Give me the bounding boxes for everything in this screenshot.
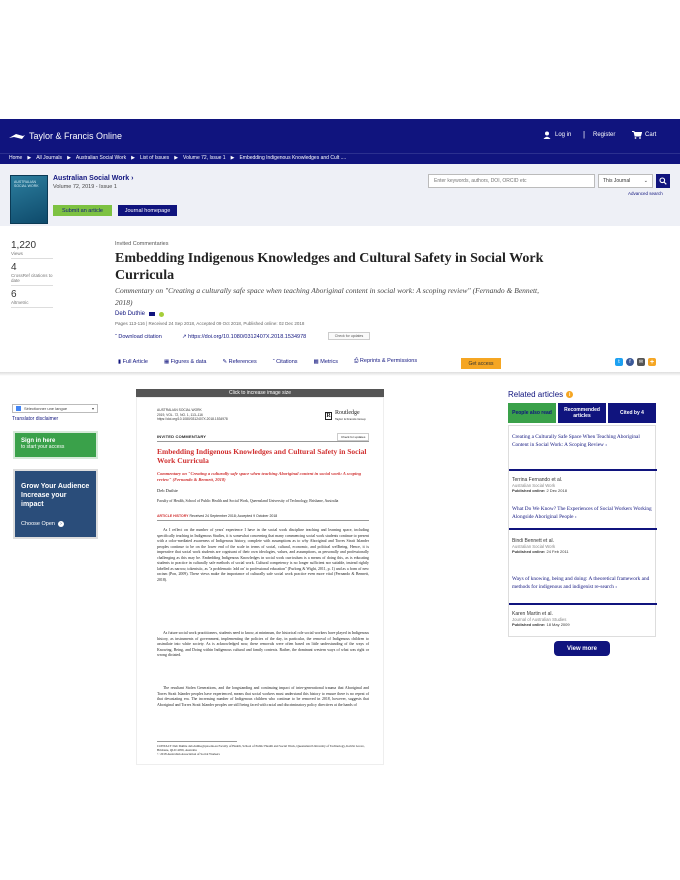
quote-icon: “ bbox=[272, 358, 275, 365]
related-article-link[interactable] bbox=[512, 506, 652, 521]
info-icon[interactable]: i bbox=[566, 391, 573, 398]
get-access-button[interactable]: Get access bbox=[461, 358, 501, 369]
tf-logo-icon bbox=[8, 132, 26, 141]
metric-label: Altmetric bbox=[11, 300, 29, 305]
email-icon[interactable] bbox=[149, 312, 155, 317]
divider bbox=[11, 285, 53, 286]
divider bbox=[157, 520, 369, 521]
breadcrumb-arrow-icon: ▶ bbox=[67, 155, 71, 161]
date-label: Published online: bbox=[512, 622, 546, 627]
preview-subtitle: Commentary on "Creating a culturally safe space when teaching Aboriginal content in social work: A scoping review" (Fernando & Bennett, 2018) bbox=[157, 471, 362, 482]
breadcrumb-arrow-icon: ▶ bbox=[174, 155, 179, 161]
date-value: 2 Dec 2018 bbox=[546, 488, 567, 493]
article-first-page-preview[interactable] bbox=[136, 397, 384, 765]
tab-label: Citations bbox=[276, 358, 298, 365]
promo-line-1: Grow Your Audience bbox=[21, 483, 90, 490]
journal-cover-text: AUSTRALIAN SOCIAL WORK bbox=[14, 180, 39, 188]
user-icon bbox=[543, 131, 551, 139]
tab-label: Metrics bbox=[320, 358, 338, 365]
related-date bbox=[512, 488, 567, 493]
login-link[interactable] bbox=[543, 131, 571, 139]
breadcrumb-journal[interactable]: Australian Social Work bbox=[75, 155, 127, 161]
tab-label: Full Article bbox=[122, 358, 148, 365]
email-share-icon[interactable]: ✉ bbox=[638, 359, 644, 365]
enlarge-preview-bar[interactable]: Click to increase image size bbox=[136, 389, 384, 397]
chevron-right-icon: › bbox=[615, 583, 618, 590]
tab-full-article[interactable] bbox=[118, 359, 148, 365]
choose-open-cta[interactable] bbox=[21, 521, 90, 527]
pencil-icon: ✎ bbox=[222, 358, 228, 365]
preview-title: Embedding Indigenous Knowledges and Cultural Safety in Social Work Curricula bbox=[157, 447, 367, 465]
register-link[interactable]: Register bbox=[593, 132, 616, 138]
breadcrumb-current: Embedding Indigenous Knowledges and Cult .... bbox=[239, 155, 347, 161]
list-item bbox=[512, 576, 652, 627]
related-journal: Australian Social Work bbox=[512, 544, 556, 549]
related-article-link[interactable] bbox=[512, 434, 652, 449]
journal-homepage-button[interactable]: Journal homepage bbox=[118, 205, 177, 216]
metric-label: CrossRef citations to date bbox=[11, 273, 53, 283]
related-article-title: Creating a Culturally Safe Space When Teaching Aboriginal Content in Social Work: A Scoping Review bbox=[512, 434, 640, 448]
article-title: Embedding Indigenous Knowledges and Cultural Safety in Social Work Curricula bbox=[115, 251, 544, 283]
preview-history-value: Received 24 September 2018; Accepted 9 October 2018 bbox=[189, 514, 278, 518]
article-history: Pages 113-116 | Received 24 Sep 2018, Accepted 09 Oct 2018, Published online: 02 Dec 2018 bbox=[115, 321, 305, 326]
related-tabs bbox=[508, 403, 656, 423]
metric-views bbox=[11, 240, 53, 259]
search-scope-value: This Journal bbox=[603, 178, 631, 184]
metric-label: Views bbox=[11, 251, 23, 256]
article-type: Invited Commentaries bbox=[115, 241, 169, 247]
search-icon bbox=[659, 177, 667, 185]
cart-link[interactable] bbox=[632, 131, 656, 139]
doi-link[interactable] bbox=[182, 334, 306, 340]
twitter-icon[interactable]: t bbox=[615, 358, 623, 366]
plus-icon[interactable]: + bbox=[649, 358, 655, 366]
tab-cited-by[interactable]: Cited by 4 bbox=[608, 403, 656, 423]
signin-subtitle: to start your access bbox=[21, 444, 65, 450]
cta-label: Choose Open bbox=[21, 521, 55, 527]
preview-meta-line: https://doi.org/10.1080/0312407X.2018.1534978 bbox=[157, 417, 228, 421]
breadcrumb-arrow-icon: ▶ bbox=[131, 155, 135, 161]
preview-body-paragraph: As future social work practitioners, students need to know, at minimum, the historical role social workers have played in Indigenous history, as instruments of government, implementing the policies of the day, in particular, the removal of Indigenous children to assimilate into white society. As is acknowledged now, these removals were often based on little understanding of the ways of Knowing, Being, and Doing within Indigenous cultural and family contexts. Rather, the dominant western ways of what was right or wrong dictated. bbox=[157, 631, 369, 658]
breadcrumb-home[interactable]: Home bbox=[9, 155, 23, 161]
divider bbox=[157, 741, 237, 742]
share-buttons bbox=[615, 358, 656, 366]
preview-footer bbox=[157, 744, 369, 757]
language-label: Sélectionner une langue bbox=[24, 406, 68, 411]
divider bbox=[0, 372, 680, 376]
quote-icon: “ bbox=[115, 334, 117, 340]
crossmark-badge[interactable]: Check for updates bbox=[328, 332, 370, 340]
journal-volume[interactable]: Volume 72, 2019 - Issue 1 bbox=[53, 184, 117, 190]
chevron-down-icon: ⌄ bbox=[643, 178, 648, 184]
chevron-right-icon: › bbox=[131, 175, 134, 182]
document-icon: ▮ bbox=[118, 358, 122, 365]
preview-crossmark: Check for updates bbox=[337, 433, 369, 441]
breadcrumb-arrow-icon: ▶ bbox=[27, 155, 32, 161]
chevron-down-icon: ▾ bbox=[91, 406, 94, 411]
related-date bbox=[512, 622, 570, 627]
metric-value: 6 bbox=[11, 289, 17, 300]
google-translate-icon bbox=[16, 406, 21, 411]
divider bbox=[509, 603, 657, 605]
journal-title-link[interactable] bbox=[53, 175, 133, 182]
bar-chart-icon: ▩ bbox=[313, 358, 319, 365]
tab-figures[interactable] bbox=[164, 359, 207, 365]
author-name: Deb Duthie bbox=[115, 311, 146, 317]
related-article-link[interactable] bbox=[512, 576, 652, 591]
related-journal: Australian Social Work bbox=[512, 483, 556, 488]
cart-icon bbox=[632, 131, 642, 139]
preview-affiliation: Faculty of Health, School of Public Health and Social Work, Queensland University of Technology, Brisbane, Australia bbox=[157, 499, 339, 503]
related-title: Related articles bbox=[508, 390, 564, 399]
open-access-promo[interactable] bbox=[13, 469, 98, 539]
publisher-logo bbox=[325, 410, 366, 422]
image-icon: ▦ bbox=[163, 358, 170, 365]
metric-citations[interactable] bbox=[11, 262, 53, 286]
related-authors: Karen Martin et al. bbox=[512, 611, 553, 617]
preview-body-paragraph: As I reflect on the number of years' experience I have in the social work discipline teaching and learning space, including specifically teaching in Indigenous Studies, it is somewhat concerning that many commencing social work students continue to present with a color-mediated awareness of Indigenous history, complete with assumptions as to why Aboriginal and Torres Strait Islander peoples continue to be on the lower end of the scale in terms of social, cultural, economic, and political wellbeing. Hence, it is imperative that social work students are cognisant of their own ideologies, values, and assumptions, as personally and professionally challenging as this may be. Embedding Indigenous Knowledges in social work curriculum is a means of doing this, as is educating students to practice in culturally safe methods of social work. Cultural competency is no longer sufficient nor suitable, instead rightly labelled as narrow, tokenistic, as "a problematic 'add on' to professional education" (Furlong & Wight, 2011, p. 1) and as a form of new racism (Pon, 2009). These views make the importance of culturally safe social work practice even more vital (Fernando & Bennett, 2018). bbox=[157, 528, 369, 582]
tab-reprints[interactable] bbox=[354, 358, 417, 365]
chevron-right-icon: › bbox=[574, 513, 577, 520]
preview-article-type: INVITED COMMENTARY bbox=[157, 434, 207, 439]
publisher-sub: Taylor & Francis Group bbox=[335, 417, 366, 421]
preview-author: Deb Duthie bbox=[157, 488, 178, 493]
related-journal: Journal of Australian Studies bbox=[512, 617, 567, 622]
brand-name: Taylor & Francis Online bbox=[29, 131, 123, 141]
arrow-right-icon: › bbox=[58, 521, 64, 527]
divider bbox=[509, 528, 657, 530]
date-value: 24 Feb 2011 bbox=[546, 549, 569, 554]
preview-history-label: ARTICLE HISTORY bbox=[157, 514, 189, 518]
translator-disclaimer-link[interactable]: Translator disclaimer bbox=[12, 416, 59, 422]
sign-in-banner[interactable] bbox=[13, 431, 98, 459]
preview-journal-meta bbox=[157, 408, 228, 422]
metric-altmetric[interactable] bbox=[11, 289, 53, 308]
search-scope-select[interactable] bbox=[598, 174, 653, 188]
search-button[interactable] bbox=[656, 174, 670, 188]
divider bbox=[157, 441, 369, 442]
tab-people-also-read[interactable]: People also read bbox=[508, 403, 556, 423]
related-authors: Bindi Bennett et al. bbox=[512, 538, 554, 544]
tab-citations[interactable] bbox=[273, 359, 298, 365]
doi-label: https://doi.org/10.1080/0312407X.2018.1534978 bbox=[188, 334, 307, 340]
breadcrumb-all-journals[interactable]: All Journals bbox=[36, 155, 63, 161]
divider bbox=[11, 307, 53, 308]
breadcrumb-volume[interactable]: Volume 72, Issue 1 bbox=[183, 155, 226, 161]
tab-metrics[interactable] bbox=[314, 359, 338, 365]
view-more-button[interactable]: View more bbox=[554, 641, 610, 656]
related-date bbox=[512, 549, 569, 554]
orcid-icon[interactable] bbox=[159, 312, 164, 317]
header-separator: | bbox=[583, 130, 586, 139]
signin-title: Sign in here bbox=[21, 438, 56, 444]
related-authors: Terrina Fernando et al. bbox=[512, 477, 563, 483]
breadcrumb bbox=[9, 155, 346, 161]
download-citation-link[interactable] bbox=[115, 334, 162, 340]
login-label: Log in bbox=[555, 132, 572, 138]
related-articles-heading bbox=[508, 390, 573, 399]
divider bbox=[509, 469, 657, 471]
list-item bbox=[512, 506, 652, 554]
preview-body-paragraph: The resultant Stolen Generations, and the longstanding and continuing impact of inter-generational trauma that Aboriginal and Torres Strait Islander peoples have experienced, means that social workers must understand this history to ensure there is no repeat of that devastating era. The increasing number of Indigenous children who continue to be removed in 2018, however, suggests that Aboriginal and Torres Strait Islander peoples are still being faced with racial and discriminatory policy directives at the hands of bbox=[157, 686, 369, 707]
cite-label: Download citation bbox=[118, 334, 162, 340]
preview-history bbox=[157, 514, 277, 518]
journal-cover[interactable] bbox=[10, 175, 48, 224]
article-subtitle: Commentary on "Creating a culturally safe space when teaching Aboriginal content in social work: A scoping review" (Fernando & Bennett, 2018) bbox=[115, 286, 540, 307]
tab-recommended[interactable]: Recommended articles bbox=[558, 403, 606, 423]
tab-label: Figures & data bbox=[170, 358, 207, 365]
routledge-logo-icon: R bbox=[326, 413, 331, 419]
brand-logo[interactable] bbox=[8, 131, 122, 141]
tab-label: Reprints & Permissions bbox=[359, 358, 418, 364]
article-tabs bbox=[118, 358, 417, 365]
tab-label: References bbox=[228, 358, 257, 365]
date-label: Published online: bbox=[512, 549, 546, 554]
journal-title: Australian Social Work bbox=[53, 175, 130, 182]
preview-copyright: © 2018 Australian Association of Social Workers bbox=[157, 752, 220, 757]
tab-references[interactable] bbox=[222, 359, 256, 365]
chevron-right-icon: › bbox=[605, 441, 607, 448]
facebook-icon[interactable]: f bbox=[626, 358, 634, 366]
article-author[interactable] bbox=[115, 311, 164, 317]
related-article-title: What Do We Know? The Experiences of Social Workers Working Alongside Aboriginal People bbox=[512, 506, 652, 520]
divider bbox=[11, 258, 53, 259]
language-select[interactable] bbox=[12, 404, 98, 413]
breadcrumb-arrow-icon: ▶ bbox=[230, 155, 235, 161]
related-articles-list bbox=[508, 425, 656, 637]
metric-value: 1,220 bbox=[11, 240, 37, 251]
preview-meta-line: AUSTRALIAN SOCIAL WORK bbox=[157, 408, 202, 412]
external-link-icon: ↗ bbox=[182, 334, 187, 340]
related-article-title: Ways of knowing, being and doing: A theoretical framework and methods for indigenous and indigenist re-search bbox=[512, 576, 650, 590]
preview-contact: CONTACT Deb Duthie deb.duthie@qut.edu.au Faculty of Health, School of Public Health and Social Work, Queensland University of Technology, Kelvin Grove, Brisbane, QLD 4059, Australia bbox=[157, 744, 365, 753]
advanced-search-link[interactable]: Advanced search bbox=[628, 191, 663, 196]
date-value: 18 May 2009 bbox=[546, 622, 570, 627]
print-icon: ⎙ bbox=[353, 358, 359, 364]
metric-value: 4 bbox=[11, 262, 17, 273]
submit-article-button[interactable]: Submit an article bbox=[53, 205, 112, 216]
list-item bbox=[512, 434, 652, 493]
cart-label: Cart bbox=[645, 132, 657, 138]
publisher-name: Routledge bbox=[335, 410, 360, 416]
promo-line-2: Increase your impact bbox=[21, 492, 67, 508]
breadcrumb-issues[interactable]: List of Issues bbox=[140, 155, 170, 161]
preview-meta-line: 2019, VOL. 72, NO. 1, 113–116 bbox=[157, 412, 203, 417]
search-input[interactable] bbox=[428, 174, 595, 188]
date-label: Published online: bbox=[512, 488, 546, 493]
